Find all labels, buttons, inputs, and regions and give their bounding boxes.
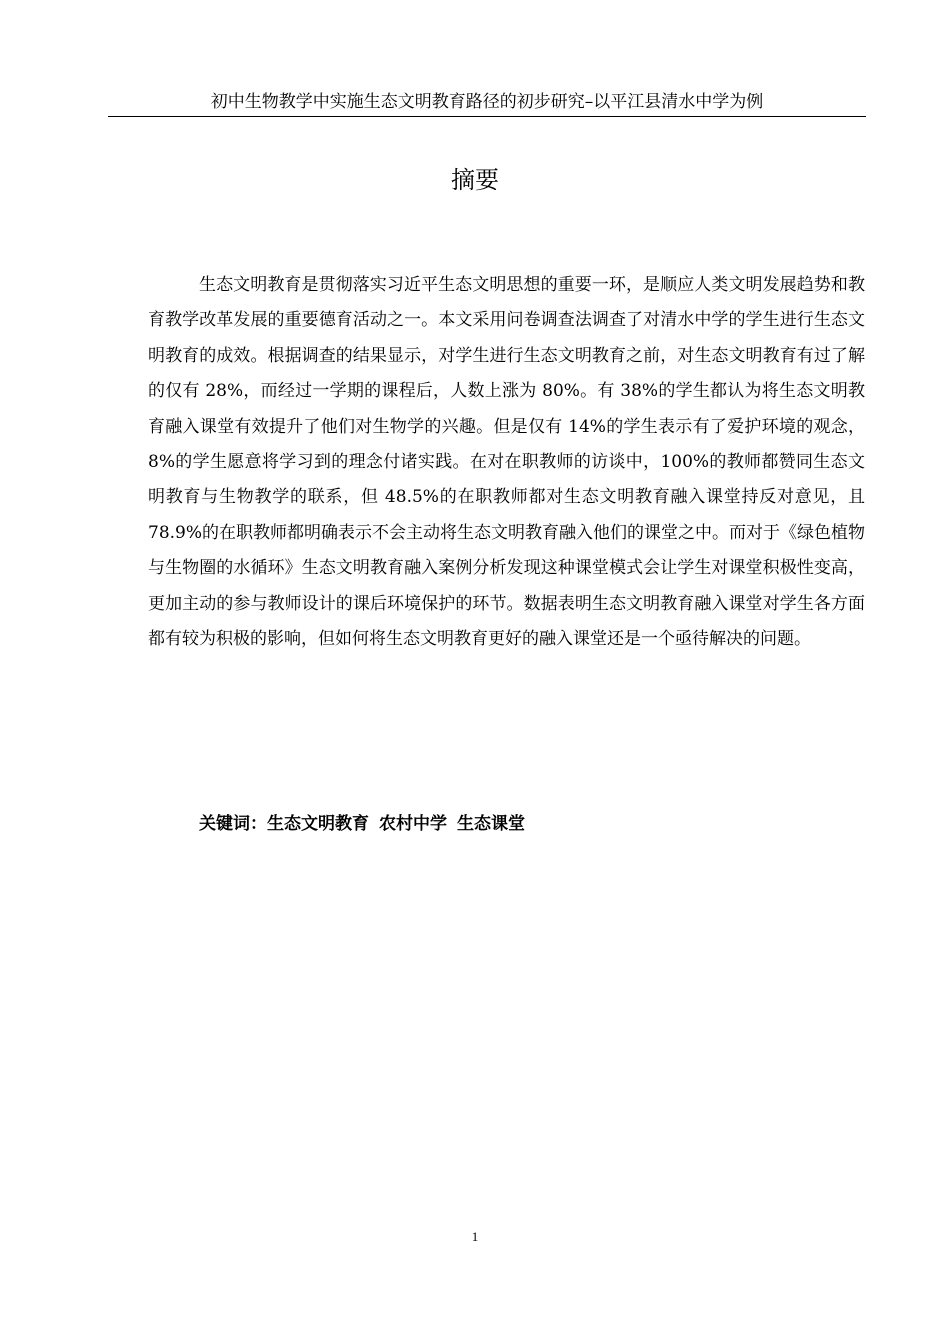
keyword-item: 农村中学 xyxy=(379,814,447,834)
page-number: 1 xyxy=(471,1229,479,1244)
running-header-title: 初中生物教学中实施生态文明教育路径的初步研究–以平江县清水中学为例 xyxy=(210,92,764,112)
keywords-label: 关键词： xyxy=(199,814,267,834)
abstract-body: 生态文明教育是贯彻落实习近平生态文明思想的重要一环，是顺应人类文明发展趋势和教育教学改革发展的重要德育活动之一。本文采用问卷调查法调查了对清水中学的学生进行生态文明教育的成效。根据调查的结果显示，对学生进行生态文明教育之前，对生态文明教育有过了解的仅有 28%，而经过一学期的课程后，人数上涨为 80%。有 38%的学生都认为将生态文明教育融入课堂有效提升了他们对生物学的兴趣。但是仅有 14%的学生表示有了爱护环境的观念，8%的学生愿意将学习到的理念付诸实践。在对在职教师的访谈中，100%的教师都赞同生态文明教育与生物教学的联系，但 48.5%的在职教师都对生态文明教育融入课堂持反对意见，且 78.9%的在职教师都明确表示不会主动将生态文明教育融入他们的课堂之中。而对于《绿色植物与生物圈的水循环》生态文明教育融入案例分析发现这种课堂模式会让学生对课堂积极性变高，更加主动的参与教师设计的课后环境保护的环节。数据表明生态文明教育融入课堂对学生各方面都有较为积极的影响，但如何将生态文明教育更好的融入课堂还是一个亟待解决的问题。 xyxy=(148,275,866,650)
running-header xyxy=(108,90,866,117)
keyword-item: 生态课堂 xyxy=(457,814,525,834)
keyword-item: 生态文明教育 xyxy=(267,814,369,834)
keywords-line xyxy=(199,811,525,837)
abstract-title: 摘要 xyxy=(451,166,499,194)
